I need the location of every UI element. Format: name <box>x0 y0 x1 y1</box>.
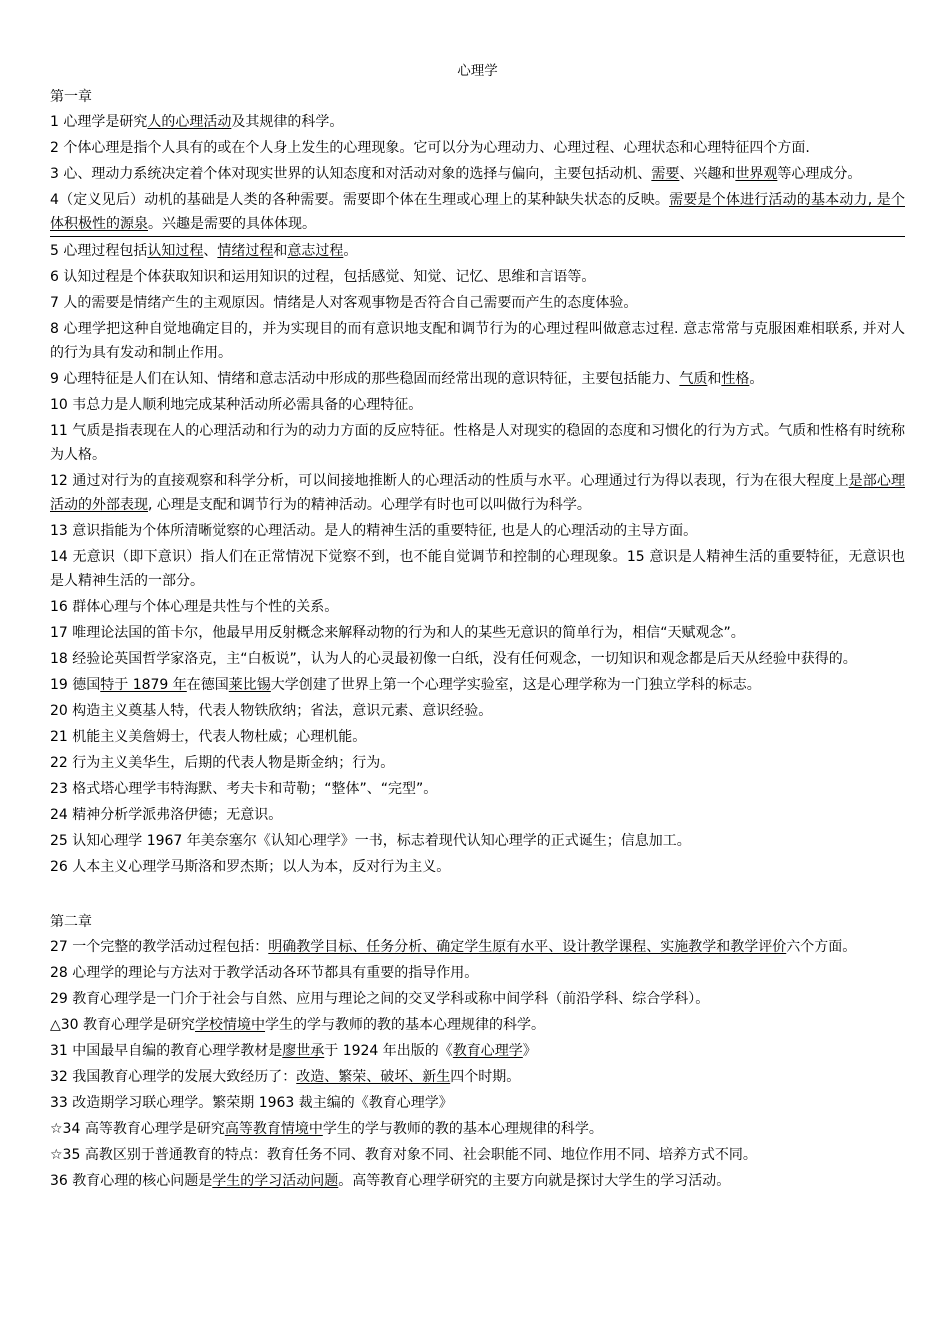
text-segment: 29 教育心理学是一门介于社会与自然、应用与理论之间的交叉学科或称中间学科（前沿学科、综合学科）。 <box>50 991 710 1007</box>
text-segment: 大学创建了世界上第一个心理学实验室，这是心理学称为一门独立学科的标志。 <box>270 677 761 693</box>
underlined-text: 需要 <box>651 166 680 182</box>
paragraph <box>50 647 905 671</box>
text-segment: 和 <box>707 371 722 387</box>
text-segment: 16 群体心理与个体心理是共性与个性的关系。 <box>50 599 339 615</box>
paragraph <box>50 621 905 645</box>
paragraph <box>50 961 905 985</box>
text-segment: 4（定义见后）动机的基础是人类的各种需要。需要即个体在生理或心理上的某种缺失状态的反映。 <box>50 192 670 208</box>
text-segment: 25 认知心理学 1967 年美奈塞尔《认知心理学》一书，标志着现代认知心理学的正式诞生；信息加工。 <box>50 833 691 849</box>
paragraph <box>50 673 905 697</box>
document-body <box>50 84 905 1193</box>
text-segment: 24 精神分析学派弗洛伊德；无意识。 <box>50 807 283 823</box>
text-segment: 13 意识指能为个体所清晰觉察的心理活动。是人的精神生活的重要特征, 也是人的心理活动的主导方面。 <box>50 523 698 539</box>
text-segment: 8 心理学把这种自觉地确定目的，并为实现目的而有意识地支配和调节行为的心理过程叫做意志过程. 意志常常与克服困难相联系, 并对人的行为具有发动和制止作用。 <box>50 321 905 361</box>
text-segment: 。高等教育心理学研究的主要方向就是探讨大学生的学习活动。 <box>338 1173 731 1189</box>
text-segment: ☆35 高教区别于普通教育的特点：教育任务不同、教育对象不同、社会职能不同、地位作用不同、培养方式不同。 <box>50 1147 757 1163</box>
paragraph <box>50 519 905 543</box>
underlined-text: 认知过程 <box>147 243 204 259</box>
paragraph <box>50 367 905 391</box>
text-segment: 在德国 <box>186 677 229 693</box>
paragraph <box>50 725 905 749</box>
paragraph <box>50 777 905 801</box>
text-segment: , 心理是支配和调节行为的精神活动。心理学有时也可以叫做行为科学。 <box>148 497 591 513</box>
text-segment: 9 心理特征是人们在认知、情绪和意志活动中形成的那些稳固而经常出现的意识特征，主要包括能力、 <box>50 371 680 387</box>
chapter-gap <box>50 881 905 909</box>
text-segment: 6 认知过程是个体获取知识和运用知识的过程，包括感觉、知觉、记忆、思维和言语等。 <box>50 269 596 285</box>
text-segment: 31 中国最早自编的教育心理学教材是 <box>50 1043 283 1059</box>
text-segment: 22 行为主义美华生，后期的代表人物是斯金纳；行为。 <box>50 755 395 771</box>
paragraph <box>50 935 905 959</box>
text-segment: 于 1924 年出版的《 <box>324 1043 453 1059</box>
text-segment: 5 心理过程包括 <box>50 243 148 259</box>
paragraph <box>50 829 905 853</box>
paragraph <box>50 317 905 365</box>
text-segment: 1 心理学是研究 <box>50 114 148 130</box>
underlined-text: 特于 1879 年 <box>100 677 187 693</box>
text-segment: 18 经验论英国哲学家洛克，主“白板说”，认为人的心灵最初像一白纸，没有任何观念，一切知识和观念都是后天从经验中获得的。 <box>50 651 857 667</box>
paragraph <box>50 239 905 263</box>
paragraph <box>50 699 905 723</box>
paragraph <box>50 1091 905 1115</box>
chapter-heading: 第二章 <box>50 914 92 930</box>
paragraph <box>50 1169 905 1193</box>
text-segment: 17 唯理论法国的笛卡尔，他最早用反射概念来解释动物的行为和人的某些无意识的简单行为，相信“天赋观念”。 <box>50 625 745 641</box>
paragraph <box>50 1117 905 1141</box>
underlined-text: 莱比锡 <box>228 677 271 693</box>
underlined-text: 明确教学目标、任务分析、确定学生原有水平、设计教学课程、实施教学和教学评价 <box>268 939 787 955</box>
text-segment: △30 教育心理学是研究 <box>50 1017 196 1033</box>
text-segment: 等心理成分。 <box>777 166 862 182</box>
underlined-text: 意志过程 <box>287 243 344 259</box>
text-segment: 23 格式塔心理学韦特海默、考夫卡和苛勒；“整体”、“完型”。 <box>50 781 438 797</box>
paragraph <box>50 162 905 186</box>
text-segment: 27 一个完整的教学活动过程包括： <box>50 939 269 955</box>
text-segment: 。 <box>343 243 358 259</box>
text-segment: 、 <box>203 243 218 259</box>
underlined-text: 改造、繁荣、破坏、新生 <box>296 1069 451 1085</box>
paragraph <box>50 751 905 775</box>
underlined-text: 情绪过程 <box>217 243 274 259</box>
chapter-heading: 第一章 <box>50 89 92 105</box>
text-segment: 19 德国 <box>50 677 101 693</box>
text-segment: 和 <box>273 243 288 259</box>
paragraph <box>50 265 905 289</box>
paragraph <box>50 855 905 879</box>
paragraph <box>50 136 905 160</box>
paragraph <box>50 1039 905 1063</box>
underlined-text: 教育心理学 <box>452 1043 523 1059</box>
paragraph <box>50 188 905 237</box>
text-segment: 33 改造期学习联心理学。繁荣期 1963 裁主编的《教育心理学》 <box>50 1095 453 1111</box>
paragraph <box>50 595 905 619</box>
text-segment: 。兴趣是需要的具体体现。 <box>148 216 316 232</box>
paragraph <box>50 803 905 827</box>
text-segment: 36 教育心理的核心问题是 <box>50 1173 213 1189</box>
underlined-text: 需要是个体进行活动的基本动力, 是个体积极性的源泉 <box>50 192 905 232</box>
text-segment: 7 人的需要是情绪产生的主观原因。情绪是人对客观事物是否符合自己需要而产生的态度体验。 <box>50 295 638 311</box>
paragraph <box>50 419 905 467</box>
text-segment: 、兴趣和 <box>679 166 736 182</box>
document-title: 心理学 <box>457 63 498 79</box>
underlined-text: 是部心理活动的外部表现 <box>50 473 905 513</box>
text-segment: 》 <box>522 1043 537 1059</box>
paragraph <box>50 987 905 1011</box>
text-segment: 。 <box>749 371 764 387</box>
text-segment: 21 机能主义美詹姆士，代表人物杜威；心理机能。 <box>50 729 367 745</box>
text-segment: 26 人本主义心理学马斯洛和罗杰斯；以人为本，反对行为主义。 <box>50 859 451 875</box>
text-segment: 2 个体心理是指个人具有的或在个人身上发生的心理现象。它可以分为心理动力、心理过程、心理状态和心理特征四个方面. <box>50 140 810 156</box>
text-segment: 学生的学与教师的教的基本心理规律的科学。 <box>265 1017 546 1033</box>
underlined-text: 性格 <box>721 371 750 387</box>
text-segment: 32 我国教育心理学的发展大致经历了： <box>50 1069 297 1085</box>
paragraph <box>50 545 905 593</box>
underlined-text: 廖世承 <box>282 1043 325 1059</box>
text-segment: 14 无意识（即下意识）指人们在正常情况下觉察不到，也不能自觉调节和控制的心理现象。15 意识是人精神生活的重要特征，无意识也是人精神生活的一部分。 <box>50 549 905 589</box>
paragraph <box>50 1143 905 1167</box>
paragraph <box>50 393 905 417</box>
underlined-text: 人的心理活动 <box>147 114 232 130</box>
paragraph <box>50 291 905 315</box>
text-segment: 及其规律的科学。 <box>231 114 344 130</box>
underlined-text: 气质 <box>679 371 708 387</box>
text-segment: 28 心理学的理论与方法对于教学活动各环节都具有重要的指导作用。 <box>50 965 479 981</box>
document-page <box>50 58 905 1195</box>
underlined-text: 世界观 <box>735 166 778 182</box>
text-segment: ☆34 高等教育心理学是研究 <box>50 1121 225 1137</box>
text-segment: 3 心、理动力系统决定着个体对现实世界的认知态度和对活动对象的选择与偏向，主要包括动机、 <box>50 166 652 182</box>
paragraph <box>50 469 905 517</box>
text-segment: 学生的学与教师的教的基本心理规律的科学。 <box>322 1121 603 1137</box>
text-segment: 四个时期。 <box>450 1069 521 1085</box>
paragraph <box>50 1013 905 1037</box>
text-segment: 11 气质是指表现在人的心理活动和行为的动力方面的反应特征。性格是人对现实的稳固的态度和习惯化的行为方式。气质和性格有时统称为人格。 <box>50 423 905 463</box>
text-segment: 20 构造主义奠基人特，代表人物铁欣纳；省法，意识元素、意识经验。 <box>50 703 493 719</box>
text-segment: 10 韦总力是人顺利地完成某种活动所必需具备的心理特征。 <box>50 397 423 413</box>
underlined-text: 学生的学习活动问题 <box>212 1173 339 1189</box>
text-segment: 12 通过对行为的直接观察和科学分析，可以间接地推断人的心理活动的性质与水平。心理通过行为得以表现，行为在很大程度上 <box>50 473 849 489</box>
paragraph <box>50 1065 905 1089</box>
paragraph <box>50 110 905 134</box>
text-segment: 六个方面。 <box>786 939 857 955</box>
underlined-text: 学校情境中 <box>195 1017 266 1033</box>
underlined-text: 高等教育情境中 <box>224 1121 323 1137</box>
